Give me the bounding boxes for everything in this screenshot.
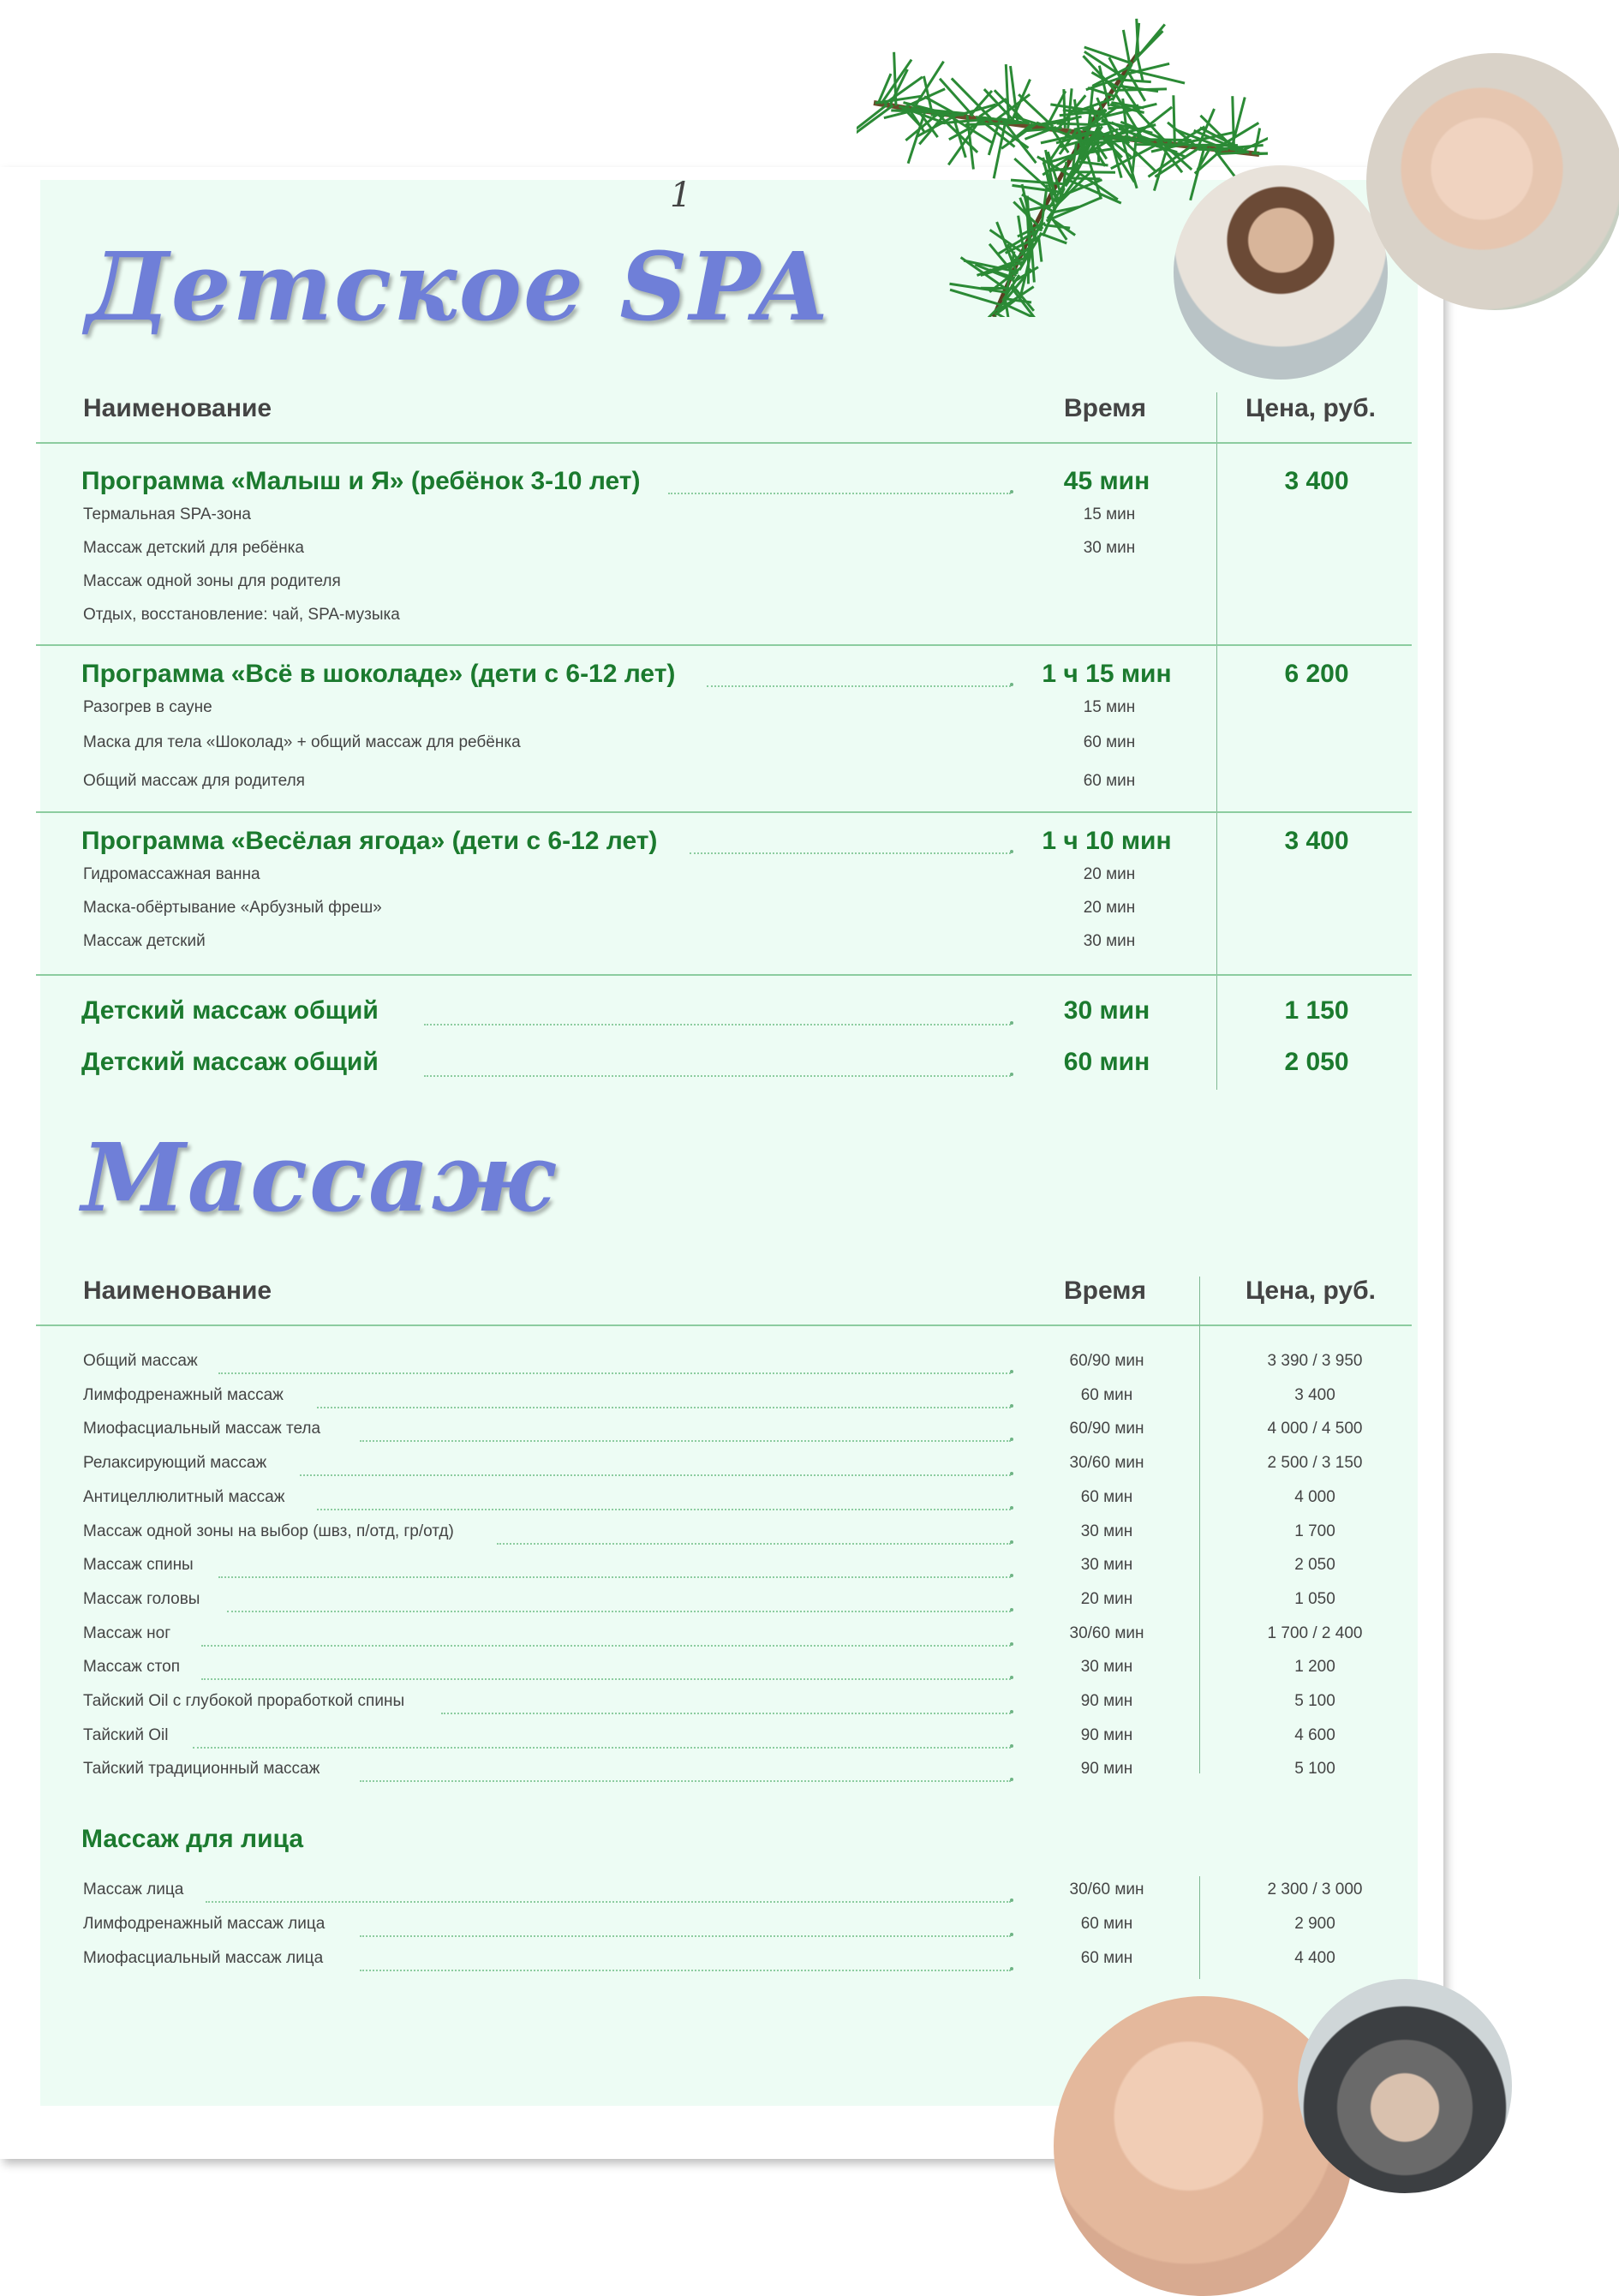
- dot-leader: [201, 1678, 1011, 1680]
- dot-leader: [317, 1509, 1011, 1510]
- dot-leader: [193, 1747, 1011, 1749]
- program-item-time: 20 мин: [1084, 899, 1136, 918]
- massage-item-time: 90 мин: [1081, 1760, 1133, 1779]
- program-item-time: 30 мин: [1084, 539, 1136, 558]
- dot-leader: [360, 1935, 1011, 1937]
- face-massage-item-name: Лимфодренажный массаж лица: [83, 1915, 325, 1934]
- massage-item-time: 20 мин: [1081, 1590, 1133, 1609]
- kids-massage-time: 30 мин: [1064, 996, 1150, 1025]
- program-item-time: 20 мин: [1084, 865, 1136, 884]
- program-price: 3 400: [1284, 467, 1348, 496]
- face-massage-item-name: Миофасциальный массаж лица: [83, 1949, 323, 1968]
- dot-leader: [424, 1024, 1011, 1025]
- divider: [36, 811, 1412, 813]
- massage-item-name: Массаж спины: [83, 1556, 194, 1575]
- massage-item-name: Массаж одной зоны на выбор (швз, п/отд, гр/отд): [83, 1522, 454, 1541]
- kids-header-time: Время: [1064, 394, 1146, 423]
- dot-leader: [707, 685, 1011, 687]
- program-item-time: 15 мин: [1084, 698, 1136, 717]
- dot-leader: [360, 1780, 1011, 1782]
- kids-column-divider: [1216, 392, 1217, 1090]
- massage-item-price: 2 500 / 3 150: [1268, 1454, 1363, 1473]
- divider: [36, 442, 1412, 444]
- face-massage-item-time: 60 мин: [1081, 1949, 1133, 1968]
- massage-item-price: 4 000 / 4 500: [1268, 1420, 1363, 1438]
- massage-header-price: Цена, руб.: [1246, 1277, 1376, 1306]
- divider: [36, 1324, 1412, 1326]
- massage-item-price: 1 700: [1294, 1522, 1335, 1541]
- massage-column-divider: [1199, 1277, 1200, 1773]
- massage-item-name: Массаж ног: [83, 1624, 170, 1643]
- massage-item-time: 60 мин: [1081, 1488, 1133, 1507]
- child-in-robe-photo: [1174, 165, 1388, 380]
- program-item-name: Разогрев в сауне: [83, 698, 212, 717]
- face-column-divider: [1199, 1876, 1200, 1979]
- massage-item-time: 30 мин: [1081, 1522, 1133, 1541]
- dot-leader: [497, 1543, 1011, 1545]
- dot-leader: [424, 1075, 1011, 1077]
- massage-item-price: 2 050: [1294, 1556, 1335, 1575]
- child-face-mask-photo: [1366, 53, 1619, 310]
- dot-leader: [441, 1713, 1011, 1714]
- dot-leader: [668, 493, 1011, 494]
- face-massage-item-price: 2 900: [1294, 1915, 1335, 1934]
- massage-item-name: Тайский Oil: [83, 1726, 168, 1745]
- massage-header-name: Наименование: [83, 1277, 272, 1306]
- program-name: Программа «Всё в шоколаде» (дети с 6-12 лет): [81, 660, 675, 689]
- dot-leader: [218, 1576, 1011, 1578]
- program-item-name: Массаж одной зоны для родителя: [83, 572, 341, 591]
- program-price: 6 200: [1284, 660, 1348, 689]
- kids-massage-time: 60 мин: [1064, 1048, 1150, 1077]
- massage-item-time: 60 мин: [1081, 1386, 1133, 1405]
- face-massage-title: Массаж для лица: [81, 1825, 303, 1854]
- face-massage-item-name: Массаж лица: [83, 1880, 183, 1899]
- program-name: Программа «Малыш и Я» (ребёнок 3-10 лет): [81, 467, 640, 496]
- kids-massage-price: 2 050: [1284, 1048, 1348, 1077]
- kids-spa-title: Детское SPA: [86, 231, 830, 342]
- massage-item-time: 30/60 мин: [1070, 1454, 1144, 1473]
- massage-title: Массаж: [81, 1122, 556, 1233]
- dot-leader: [360, 1440, 1011, 1442]
- massage-item-name: Миофасциальный массаж тела: [83, 1420, 320, 1438]
- dot-leader: [206, 1901, 1011, 1903]
- massage-item-price: 3 390 / 3 950: [1268, 1352, 1363, 1371]
- kids-massage-price: 1 150: [1284, 996, 1348, 1025]
- massage-item-price: 5 100: [1294, 1692, 1335, 1711]
- massage-item-price: 4 600: [1294, 1726, 1335, 1745]
- face-massage-item-price: 4 400: [1294, 1949, 1335, 1968]
- face-massage-item-time: 30/60 мин: [1070, 1880, 1144, 1899]
- program-item-name: Массаж детский: [83, 932, 206, 951]
- program-time: 1 ч 10 мин: [1042, 827, 1171, 856]
- program-time: 1 ч 15 мин: [1042, 660, 1171, 689]
- program-item-name: Общий массаж для родителя: [83, 772, 305, 791]
- massage-item-name: Тайский Oil с глубокой проработкой спины: [83, 1692, 404, 1711]
- massage-item-time: 90 мин: [1081, 1726, 1133, 1745]
- dot-leader: [690, 852, 1011, 854]
- massage-item-name: Массаж головы: [83, 1590, 200, 1609]
- program-time: 45 мин: [1064, 467, 1150, 496]
- massage-item-name: Антицеллюлитный массаж: [83, 1488, 284, 1507]
- massage-item-name: Релаксирующий массаж: [83, 1454, 266, 1473]
- massage-item-price: 1 700 / 2 400: [1268, 1624, 1363, 1643]
- face-massage-item-price: 2 300 / 3 000: [1268, 1880, 1363, 1899]
- program-item-time: 60 мин: [1084, 733, 1136, 752]
- program-item-name: Термальная SPA-зона: [83, 505, 251, 524]
- program-item-time: 15 мин: [1084, 505, 1136, 524]
- program-item-time: 30 мин: [1084, 932, 1136, 951]
- massage-item-time: 30 мин: [1081, 1658, 1133, 1677]
- dot-leader: [360, 1970, 1011, 1971]
- dot-leader: [227, 1611, 1011, 1612]
- kids-massage-name: Детский массаж общий: [81, 1048, 379, 1077]
- program-item-name: Массаж детский для ребёнка: [83, 539, 304, 558]
- divider: [36, 974, 1412, 976]
- massage-item-name: Массаж стоп: [83, 1658, 180, 1677]
- massage-item-price: 5 100: [1294, 1760, 1335, 1779]
- massage-item-price: 4 000: [1294, 1488, 1335, 1507]
- massage-item-time: 30/60 мин: [1070, 1624, 1144, 1643]
- massage-therapist-photo: [1298, 1979, 1512, 2193]
- kids-header-price: Цена, руб.: [1246, 394, 1376, 423]
- massage-item-time: 60/90 мин: [1070, 1352, 1144, 1371]
- massage-item-time: 60/90 мин: [1070, 1420, 1144, 1438]
- massage-item-name: Тайский традиционный массаж: [83, 1760, 320, 1779]
- program-item-name: Маска-обёртывание «Арбузный фреш»: [83, 899, 382, 918]
- program-item-name: Гидромассажная ванна: [83, 865, 260, 884]
- dot-leader: [201, 1645, 1011, 1647]
- massage-item-price: 1 200: [1294, 1658, 1335, 1677]
- massage-item-price: 1 050: [1294, 1590, 1335, 1609]
- massage-item-time: 30 мин: [1081, 1556, 1133, 1575]
- massage-item-name: Общий массаж: [83, 1352, 198, 1371]
- massage-item-name: Лимфодренажный массаж: [83, 1386, 284, 1405]
- dot-leader: [317, 1407, 1011, 1408]
- kids-massage-name: Детский массаж общий: [81, 996, 379, 1025]
- program-item-name: Отдых, восстановление: чай, SPA-музыка: [83, 606, 400, 625]
- divider: [36, 644, 1412, 646]
- dot-leader: [300, 1474, 1011, 1476]
- massage-item-price: 3 400: [1294, 1386, 1335, 1405]
- dot-leader: [218, 1372, 1011, 1374]
- program-name: Программа «Весёлая ягода» (дети с 6-12 лет): [81, 827, 657, 856]
- kids-header-name: Наименование: [83, 394, 272, 423]
- page-number: 1: [670, 176, 691, 215]
- massage-item-time: 90 мин: [1081, 1692, 1133, 1711]
- program-item-name: Маска для тела «Шоколад» + общий массаж для ребёнка: [83, 733, 521, 752]
- massage-header-time: Время: [1064, 1277, 1146, 1306]
- program-price: 3 400: [1284, 827, 1348, 856]
- program-item-time: 60 мин: [1084, 772, 1136, 791]
- face-massage-item-time: 60 мин: [1081, 1915, 1133, 1934]
